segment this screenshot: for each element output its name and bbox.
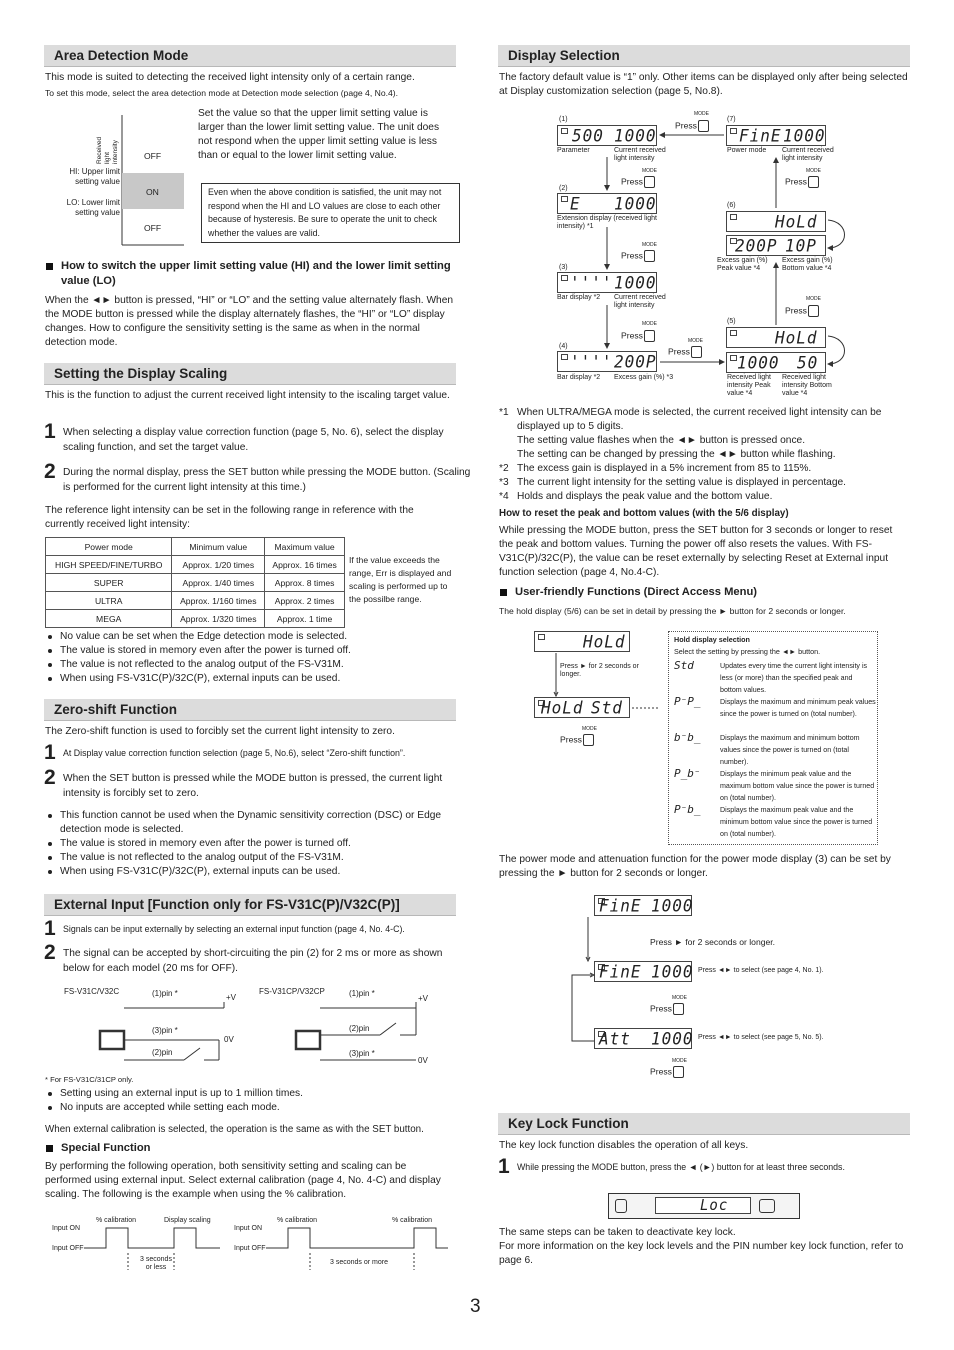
display-intro: The factory default value is “1” only. Other items can be displayed only after being selected at Display customization selection (page 5, No.8). (499, 72, 908, 97)
wiring-diagram (44, 987, 456, 1070)
cap-ext: Extension display (received light intensity) *1 (557, 215, 657, 230)
pm3-note: Press ◄► to select (see page 5, No. 5). (698, 1034, 824, 1041)
scaling-bullets (46, 630, 464, 686)
input-off-1: Input OFF (52, 1245, 84, 1252)
area-intro-2: To set this mode, select the area detection mode at Detection mode selection (page 4, No.4). (45, 88, 399, 98)
zero-bullets (46, 809, 464, 879)
mode-pm3: MODE (672, 1058, 687, 1064)
mode-button-icon (673, 1003, 684, 1015)
display-notes (499, 406, 911, 504)
mode-button-icon (673, 1066, 684, 1078)
step-text: The signal can be accepted by short-circuiting the pin (2) for 2 ms or more as shown below for each model (20 ms for OFF). (63, 948, 443, 974)
mode-hold: MODE (582, 726, 597, 732)
pin2-a: (2)pin (152, 1048, 173, 1057)
mode-3: MODE (642, 242, 657, 248)
key-lock-p2: For more information on the key lock levels and the PIN number key lock function, refer to page 6. (499, 1241, 904, 1266)
cap-bottom-int: Received light intensity Bottom value *4 (782, 374, 832, 397)
model-2: FS-V31CP/V32CP (259, 987, 325, 996)
cap-current-1: Current received light intensity (614, 147, 666, 162)
press-hold: Press (560, 734, 594, 746)
num-7: (7) (727, 116, 736, 123)
col-header: Power mode (46, 538, 172, 556)
hold-option: Std Updates every time the current light intensity is less (or more) than the specified peak and bottom values. (674, 659, 868, 694)
three-sec-less: 3 seconds or less (140, 1256, 172, 1271)
step-text: At Display value correction function selection (page 5, No.6), select “Zero-shift function”. (63, 748, 406, 758)
mode-5: MODE (688, 338, 703, 344)
hold-arrows (498, 650, 668, 750)
hold-option: P_b⁻ Displays the minimum peak value and the maximum bottom value since the power is turned on (total number). (674, 767, 875, 802)
scaling-heading: Setting the Display Scaling (44, 363, 456, 385)
pct-cal-3: % calibration (392, 1217, 433, 1224)
table-header-row (46, 538, 345, 556)
bullet: This function cannot be used when the Dynamic sensitivity correction (DSC) or Edge detection mode is selected. (60, 809, 464, 837)
lo-label: LO: Lower limit setting value (66, 198, 120, 217)
pin1-b: (1)pin * (349, 989, 375, 998)
zero-v-b: 0V (418, 1056, 428, 1065)
zero-v-a: 0V (224, 1035, 234, 1044)
cap-param: Parameter (557, 147, 590, 154)
arrow-button-icon (759, 1199, 775, 1213)
off-bottom: OFF (144, 223, 162, 233)
step-text: When selecting a display value correction function (page 5, No. 6), select the display scaling function, and set the target value. (63, 427, 444, 453)
bullet: When using FS-V31C(P)/32C(P), external inputs can be used. (60, 865, 464, 879)
table-row: ULTRA Approx. 1/160 times Approx. 2 times (46, 592, 345, 610)
note-item: *2 The excess gain is displayed in a 5% increment from 85 to 115%. (499, 463, 812, 474)
mode-2: MODE (642, 168, 657, 174)
lcd-hold: HoLd (534, 631, 630, 652)
ext-step-1: 1 Signals can be input externally by selecting an external input function (page 4, No. 4-C). (44, 917, 405, 940)
three-sec-more: 3 seconds or more (330, 1259, 388, 1266)
bullet: No inputs are accepted while setting each mode. (60, 1101, 464, 1115)
bullet: The value is stored in memory even after the power is turned off. (60, 837, 464, 851)
pct-cal-1: % calibration (96, 1217, 137, 1224)
model-1: FS-V31C/V32C (64, 987, 120, 996)
mode-pm2: MODE (672, 995, 687, 1001)
bullet: The value is not reflected to the analog output of the FS-V31M. (60, 851, 464, 865)
bullet: Setting using an external input is up to 1 million times. (60, 1087, 464, 1101)
lcd-7: FinE 1000 (726, 125, 826, 146)
table-row: MEGA Approx. 1/320 times Approx. 1 time (46, 610, 345, 628)
hi-label: HI: Upper limit setting value (69, 167, 120, 186)
lcd-pm-2: FinE 1000 (594, 961, 692, 982)
area-note: Even when the above condition is satisfied, the unit may not respond when the HI and LO values are close to each other because of hysteresis. Be sure to operate the unit to check whether the values are valid. (201, 183, 460, 243)
area-intro: This mode is suited to detecting the received light intensity only of a certain range. (45, 72, 415, 83)
scaling-intro: This is the function to adjust the current received light intensity to the iscaling target value. (45, 390, 450, 401)
num-3: (3) (559, 264, 568, 271)
off-top: OFF (144, 151, 162, 161)
press-3: Press (621, 250, 655, 262)
cap-bottom-gain: Excess gain (%) Bottom value *4 (782, 257, 833, 272)
table-row: SUPER Approx. 1/40 times Approx. 8 times (46, 574, 345, 592)
power-mode-text: The power mode and attenuation function for the power mode display (3) can be set by pressing the ► button for 2 seconds or longer. (499, 854, 891, 879)
note-item: *3 The current light intensity for the setting value is displayed in percentage. (499, 477, 847, 488)
cap-current-7: Current received light intensity (782, 147, 834, 162)
lcd-4: '''' 200P (557, 351, 657, 372)
cap-excess: Excess gain (%) *3 (614, 374, 674, 381)
lcd-pm-3: Att 1000 (594, 1028, 692, 1049)
external-input-heading: External Input [Function only for FS-V31C(P)/V32C(P)] (44, 894, 456, 916)
area-detection-heading: Area Detection Mode (44, 45, 456, 67)
mode-button-icon (615, 1199, 627, 1213)
hold-option: P⁻P_ Displays the maximum and minimum peak values since the power is turned on (total number). (674, 695, 876, 718)
ext-footnote: * For FS-V31C/31CP only. (45, 1075, 134, 1084)
note-item: *4 Holds and displays the peak value and the bottom value. (499, 491, 773, 502)
cap-bar-4: Bar display *2 (557, 374, 601, 381)
pm-loop-arrow (558, 915, 598, 1055)
mode-4: MODE (642, 321, 657, 327)
lcd-3: '''' 1000 (557, 272, 657, 293)
key-lock-step-1: 1 While pressing the MODE button, press the ◄ (►) button for at least three seconds. (498, 1155, 845, 1178)
pct-cal-2: % calibration (277, 1217, 318, 1224)
lcd-6: 200P 10P (726, 235, 826, 256)
cap-peak-int: Received light intensity Peak value *4 (727, 374, 771, 397)
pm-press-2: Press (650, 1003, 684, 1015)
mode-7: MODE (806, 168, 821, 174)
mode-6: MODE (806, 296, 821, 302)
step-text: Signals can be input externally by selecting an external input function (page 4, No. 4-C). (63, 924, 405, 934)
step-text: While pressing the MODE button, press the ◄ (►) button for at least three seconds. (517, 1162, 845, 1172)
zero-shift-heading: Zero-shift Function (44, 699, 456, 721)
lcd-5-top: HoLd (726, 327, 826, 348)
lcd-6-top: HoLd (726, 211, 826, 232)
pin2-b: (2)pin (349, 1024, 370, 1033)
range-table (45, 537, 345, 628)
cap-bar-3: Bar display *2 (557, 294, 601, 301)
col-header: Maximum value (265, 538, 345, 556)
lcd-hold-std: HoLd Std (534, 697, 630, 718)
col-header: Minimum value (172, 538, 265, 556)
pin3-b: (3)pin * (349, 1049, 375, 1058)
ext-bullets (46, 1087, 464, 1115)
device-panel (608, 1193, 800, 1219)
press-2: Press (621, 176, 655, 188)
press-2s: Press ► for 2 seconds or longer. (560, 663, 639, 678)
area-desc: Set the value so that the upper limit setting value is larger than the lower limit setting value. The unit does not respond when the upper limit setting value is less than or equal to the lower limit setting value. (198, 108, 440, 161)
lcd-pm-1: FinE 1000 (594, 895, 692, 916)
ext-calib: When external calibration is selected, the operation is the same as with the SET button. (45, 1124, 424, 1135)
input-off-2: Input OFF (234, 1245, 266, 1252)
press-6: Press (785, 305, 819, 317)
input-on-2: Input ON (234, 1225, 263, 1232)
key-lock-heading: Key Lock Function (498, 1113, 910, 1135)
flow-arrows (498, 100, 910, 400)
zero-step-2: 2 When the SET button is pressed while the MODE button is pressed, the current light intensity is forcibly set to zero. (44, 766, 443, 799)
scaling-step-1: 1 When selecting a display value correction function (page 5, No. 6), select the display scaling function, and set the target value. (44, 420, 444, 453)
pm2-note: Press ◄► to select (see page 4, No. 1). (698, 967, 824, 974)
cap-power: Power mode (727, 147, 767, 154)
lcd-5: 1000 50 (726, 352, 826, 373)
hold-sub: Select the setting by pressing the ◄► button. (674, 647, 821, 656)
press-5: Press (668, 346, 702, 358)
plus-v-a: +V (226, 993, 237, 1002)
pin1-a: (1)pin * (152, 989, 178, 998)
plus-v-b: +V (418, 994, 429, 1003)
pm-press: Press ► for 2 seconds or longer. (650, 937, 776, 947)
bullet: When using FS-V31C(P)/32C(P), external inputs can be used. (60, 672, 464, 686)
scaling-step-2: 2 During the normal display, press the SET button while pressing the MODE button. (Scaling is performed for the current light intensity at this time.) (44, 460, 471, 493)
table-row: HIGH SPEED/FINE/TURBO Approx. 1/20 times Approx. 16 times (46, 556, 345, 574)
num-1: (1) (559, 116, 568, 123)
scaling-ref: The reference light intensity can be set in the following range in reference with the currently received light intensity: (45, 505, 414, 530)
axis-label: Received light intensity (96, 136, 119, 164)
on-label: ON (146, 187, 159, 197)
num-6: (6) (727, 202, 736, 209)
lcd-1: 500 1000 (557, 125, 657, 146)
disp-scaling: Display scaling (164, 1217, 211, 1224)
switch-hi-lo-heading: How to switch the upper limit setting value (HI) and the lower limit setting value (LO) (44, 259, 461, 289)
press-4: Press (621, 330, 655, 342)
step-text: When the SET button is pressed while the MODE button is pressed, the current light intensity is forcibly set to zero. (63, 773, 443, 799)
note-item: The setting value flashes when the ◄► button is pressed once. (517, 435, 806, 446)
lcd-loc: Loc (655, 1197, 751, 1214)
zero-intro: The Zero-shift function is used to forcibly set the current light intensity to zero. (45, 726, 395, 737)
bullet: No value can be set when the Edge detection mode is selected. (60, 630, 464, 644)
special-function-body: By performing the following operation, both sensitivity setting and scaling can be performed using external input. Select external calibration (page 4, No. 4-C) and display scaling. The following is the example when using the % calibration. (45, 1161, 441, 1200)
hold-option: b⁻b_ Displays the maximum and minimum bottom values since the power is turned on (total number). (674, 731, 860, 766)
hold-title: Hold display selection (674, 635, 750, 644)
num-5: (5) (727, 318, 736, 325)
num-2: (2) (559, 185, 568, 192)
note-item: *1 When ULTRA/MEGA mode is selected, the current received light intensity can be displayed up to 5 digits. (499, 407, 882, 432)
press-1: Press (675, 120, 709, 132)
pin3-a: (3)pin * (152, 1026, 178, 1035)
note-item: The setting can be changed by pressing the ◄► button while flashing. (517, 449, 836, 460)
bullet: The value is stored in memory even after the power is turned off. (60, 644, 464, 658)
direct-intro: The hold display (5/6) can be set in detail by pressing the ► button for 2 seconds or longer. (499, 606, 846, 616)
reset-heading: How to reset the peak and bottom values (with the 5/6 display) (499, 508, 789, 519)
step-text: During the normal display, press the SET button while pressing the MODE button. (Scaling is performed for the current light intensity at this time.) (63, 467, 471, 493)
display-selection-heading: Display Selection (498, 45, 910, 67)
press-7: Press (785, 176, 819, 188)
ext-step-2: 2 The signal can be accepted by short-circuiting the pin (2) for 2 ms or more as shown below for each model (20 ms for OFF). (44, 941, 443, 974)
special-function-heading: Special Function (44, 1141, 461, 1156)
zero-step-1: 1 At Display value correction function selection (page 5, No.6), select “Zero-shift function”. (44, 741, 406, 764)
lcd-2: E 1000 (557, 193, 657, 214)
hold-option: P⁻b_ Displays the maximum peak value and the minimum bottom value since the power is turned on (total number). (674, 803, 873, 838)
reset-body: While pressing the MODE button, press the SET button for 3 seconds or longer to reset the peak and bottom values. Turning the power off also resets the values. With FS-V31C(P)/32C(P), the value can be reset externally by selecting Reset at External input function selection (page 4, No.4-C). (499, 525, 893, 578)
mode-1: MODE (694, 111, 709, 117)
num-4: (4) (559, 343, 568, 350)
range-side-note: If the value exceeds the range, Err is displayed and scaling is performed up to the possilbe range. (349, 555, 452, 604)
cap-peak-gain: Excess gain (%) Peak value *4 (717, 257, 768, 272)
pm-press-3: Press (650, 1066, 684, 1078)
key-lock-intro: The key lock function disables the operation of all keys. (499, 1140, 749, 1151)
page-number: 3 (470, 1296, 481, 1317)
direct-access-heading: User-friendly Functions (Direct Access Menu) (498, 585, 915, 600)
key-lock-p1: The same steps can be taken to deactivate key lock. (499, 1227, 736, 1238)
input-on-1: Input ON (52, 1225, 81, 1232)
bullet: The value is not reflected to the analog output of the FS-V31M. (60, 658, 464, 672)
switch-hi-lo-body: When the ◄► button is pressed, “HI” or “LO” and the setting value alternately flash. When the MODE button is pressed while the display alternately flashes, the “HI” or “LO” display changes. How to configure the sensitivity setting is the same as when in the normal detection mode. (45, 295, 454, 348)
hold-options (674, 659, 874, 839)
cap-current-3: Current received light intensity (614, 294, 666, 309)
